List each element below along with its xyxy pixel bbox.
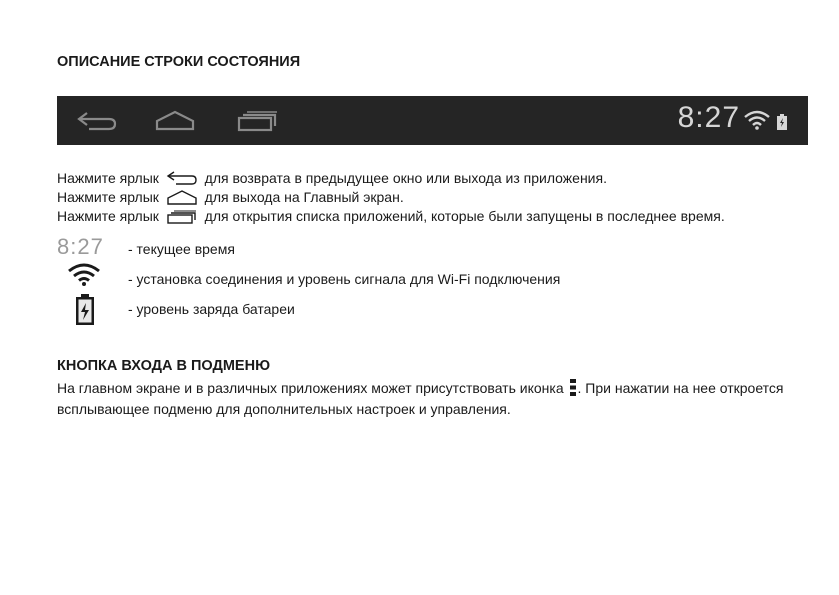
legend-wifi-description: - установка соединения и уровень сигнала для Wi-Fi подключения xyxy=(128,271,561,287)
legend-time-description: - текущее время xyxy=(128,241,235,257)
instruction-text: для выхода на Главный экран. xyxy=(204,189,404,205)
recent-apps-icon xyxy=(166,209,198,224)
wifi-icon xyxy=(68,262,100,286)
status-bar-time: 8:27 xyxy=(677,101,740,134)
home-icon xyxy=(166,190,198,205)
instruction-text: Нажмите ярлык xyxy=(57,170,159,186)
instruction-home xyxy=(57,189,404,205)
battery-icon xyxy=(75,294,95,326)
home-icon[interactable] xyxy=(153,109,197,133)
instruction-text: для возврата в предыдущее окно или выхода из приложения. xyxy=(204,170,607,186)
paragraph-text: . При нажатии на нее откроется всплывающее подменю для дополнительных настроек и управления. xyxy=(57,380,784,417)
instruction-back xyxy=(57,170,607,186)
battery-icon xyxy=(776,114,788,130)
status-bar xyxy=(57,96,808,145)
legend-time-sample: 8:27 xyxy=(57,234,104,259)
paragraph-text: На главном экране и в различных приложениях может присутствовать иконка xyxy=(57,380,564,396)
instruction-recent xyxy=(57,208,725,224)
submenu-paragraph xyxy=(57,378,797,420)
instruction-text: Нажмите ярлык xyxy=(57,189,159,205)
menu-dots-icon xyxy=(570,379,576,396)
instruction-text: Нажмите ярлык xyxy=(57,208,159,224)
back-icon[interactable] xyxy=(75,109,119,133)
section-title-status-bar: ОПИСАНИЕ СТРОКИ СОСТОЯНИЯ xyxy=(57,54,301,70)
wifi-icon xyxy=(744,110,770,130)
recent-apps-icon[interactable] xyxy=(235,109,279,133)
back-icon xyxy=(166,171,198,186)
legend-battery-description: - уровень заряда батареи xyxy=(128,301,295,317)
section-title-submenu: КНОПКА ВХОДА В ПОДМЕНЮ xyxy=(57,358,271,374)
instruction-text: для открытия списка приложений, которые были запущены в последнее время. xyxy=(204,208,725,224)
